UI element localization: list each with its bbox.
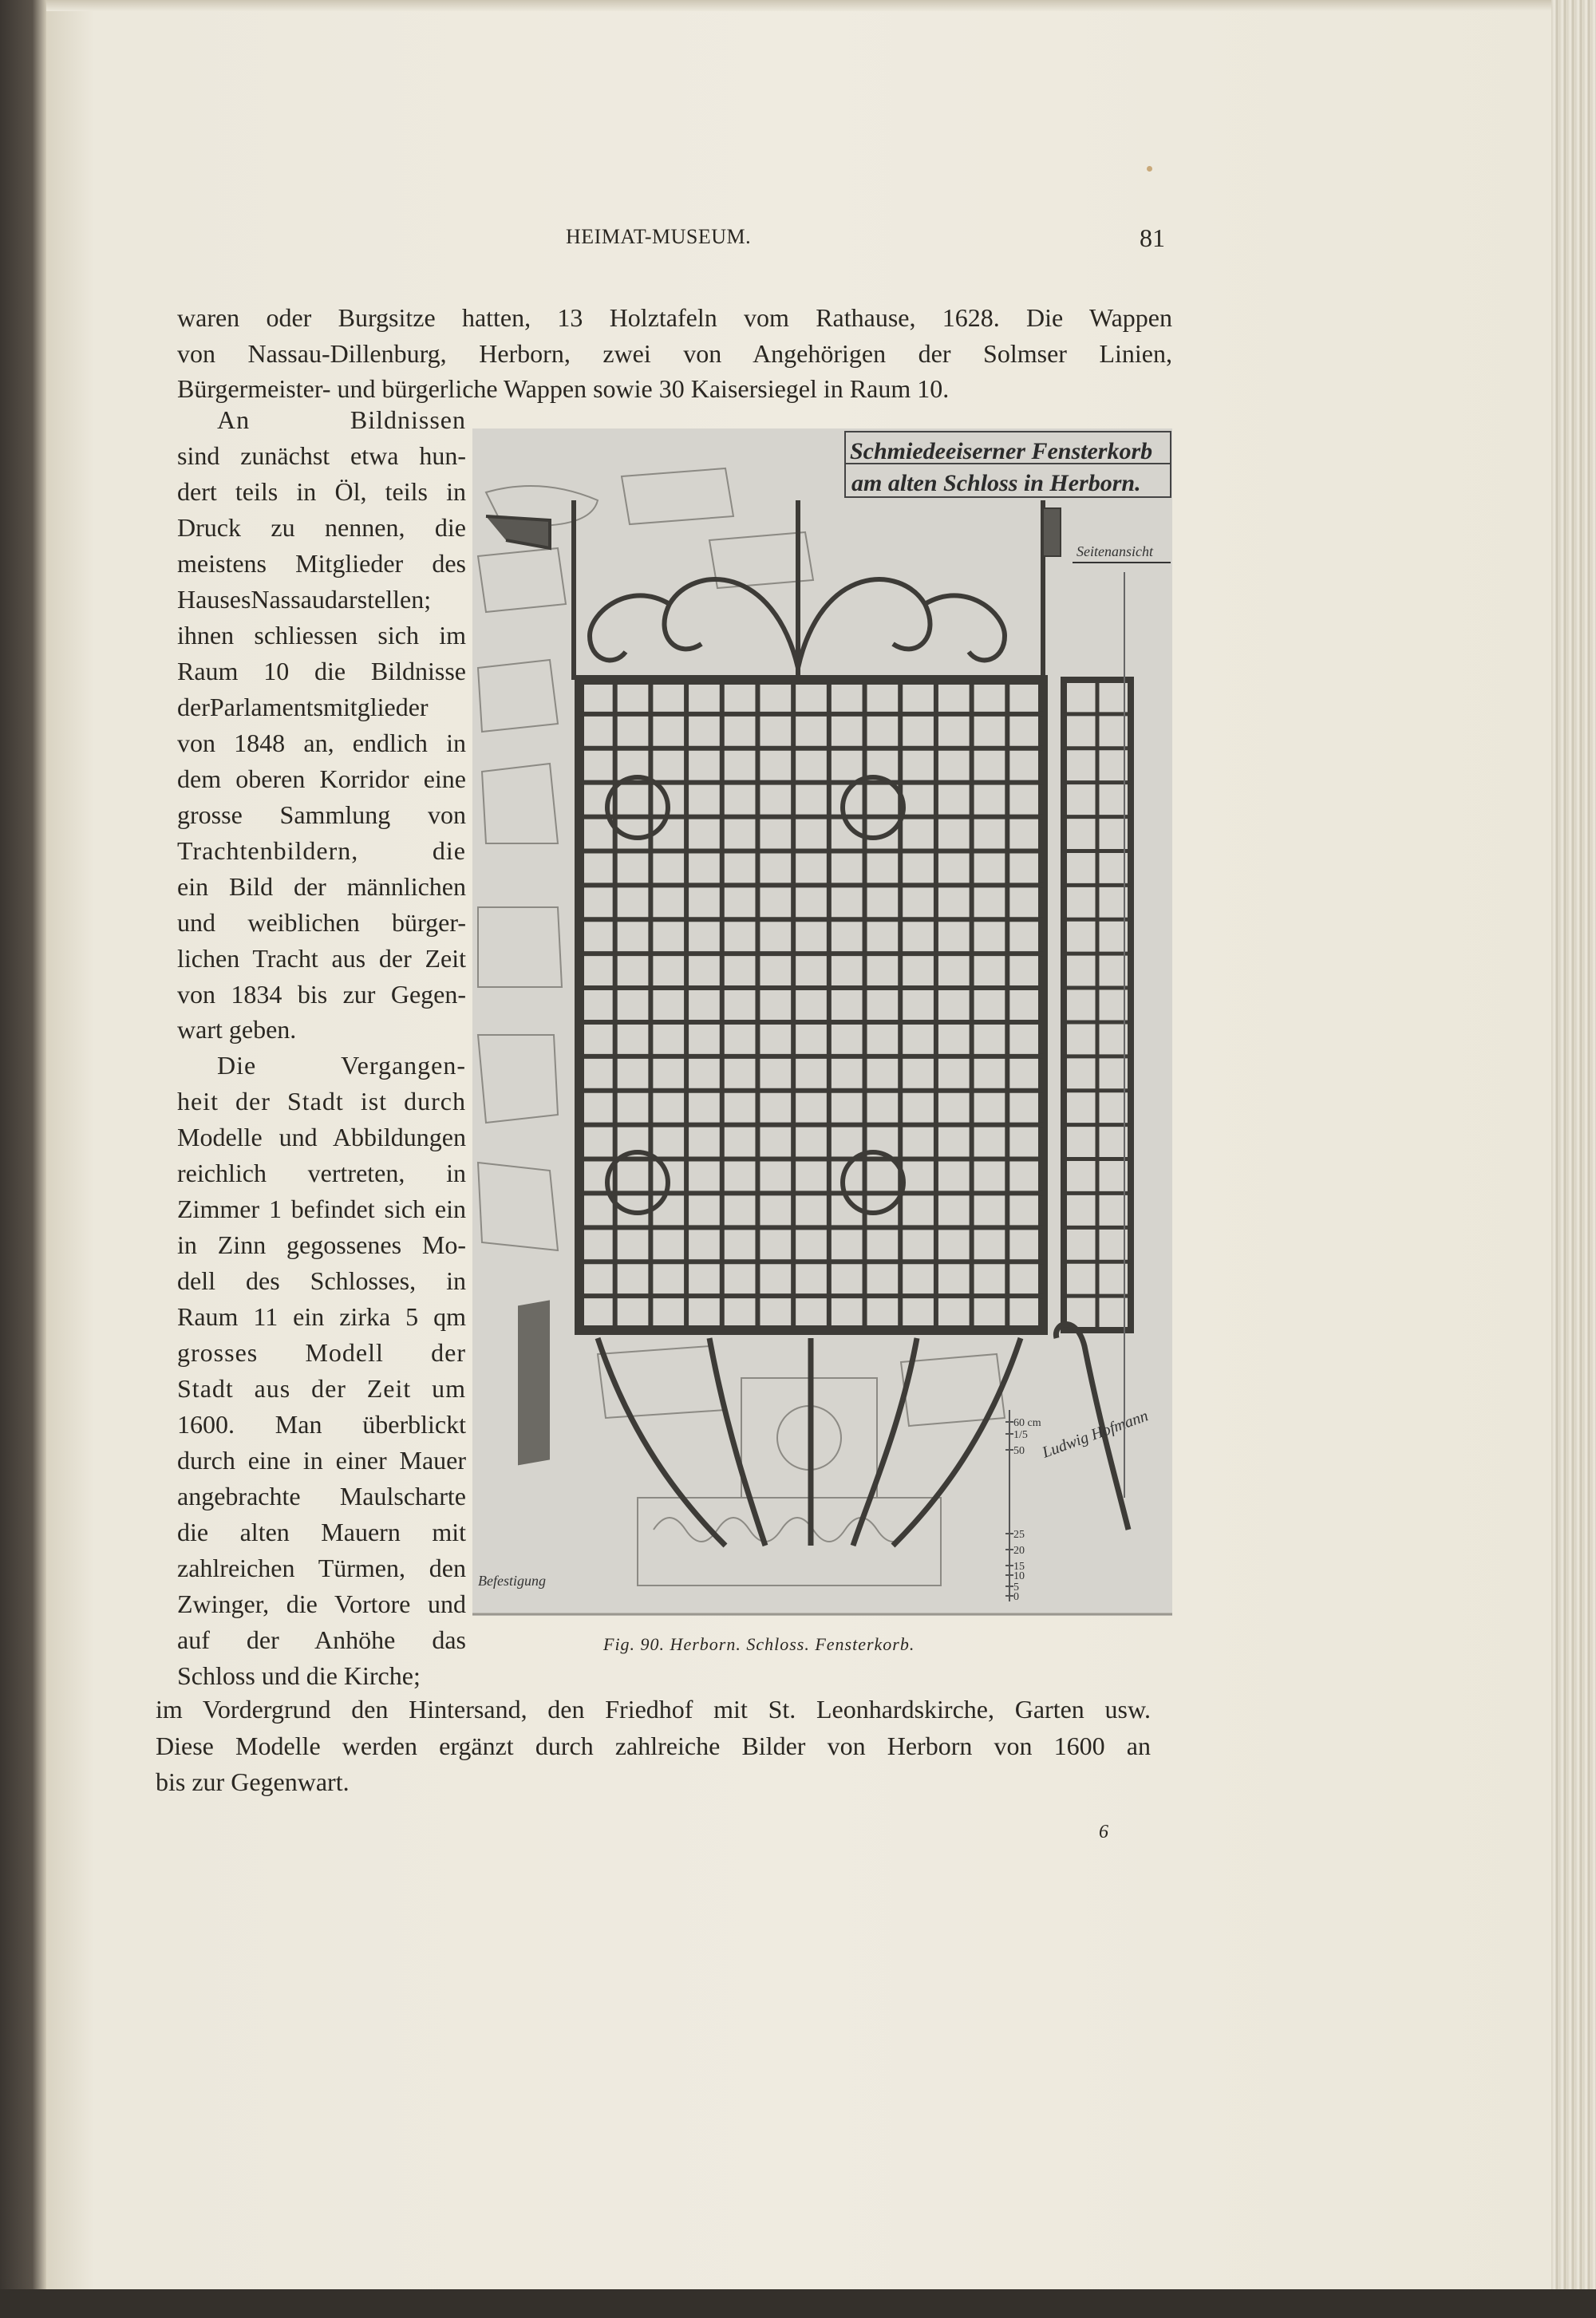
scale-label: 60 cm [1013,1417,1041,1429]
text-line: Stadt aus der Zeit um [177,1374,466,1404]
mount-detail [478,1300,550,1589]
text-line: von 1848 an, endlich in [177,728,466,757]
text-line: An Bildnissen [217,405,466,434]
drawing-stroke [486,516,550,548]
text-line: Zimmer 1 befindet sich ein [177,1195,466,1224]
text-line: bis zur Gegenwart. [156,1767,350,1796]
text-line: und weiblichen bürger- [177,907,466,937]
text-line: auf der Anhöhe das [177,1625,466,1654]
text-line: von 1834 bis zur Gegen- [177,979,466,1009]
page-top-edge [46,0,1555,11]
drawing-stroke [798,579,930,668]
window-grille-drawing [472,428,1172,1616]
scale-label: 1/5 [1013,1429,1028,1441]
grille-rosette [843,777,903,838]
scale-label: 5 [1013,1582,1019,1593]
text-line: Raum 10 die Bildnisse [177,656,466,685]
text-line: ihnen schliessen sich im [177,620,466,650]
figure-caption: Fig. 90. Herborn. Schloss. Fensterkorb. [603,1634,915,1654]
scale-label: 10 [1013,1570,1025,1582]
text-line: sind zunächst etwa hun- [177,440,466,470]
scale-label: 15 [1013,1561,1025,1573]
page-number: 81 [1140,223,1165,252]
grille-bars [579,680,1131,1330]
drawing-stroke [1043,508,1061,556]
drawing-stroke [925,595,1005,660]
text-line: dert teils in Öl, teils in [177,476,466,506]
drawing-stroke [478,660,558,732]
text-line: Druck zu nennen, die [177,512,466,542]
drawing-title-line1: Schmiedeeiserner Fensterkorb [850,438,1153,464]
text-line: dem oberen Korridor eine [177,764,466,793]
ornament-crest [486,500,1061,680]
figure-window-grille [472,428,1172,1616]
drawing-stroke [478,907,562,987]
text-line: reichlich vertreten, in [177,1159,466,1188]
artist-signature: Ludwig Hofmann [1040,1407,1151,1462]
text-line: angebrachte Maulscharte [177,1482,466,1511]
scale-label: 20 [1013,1545,1025,1557]
text-line: Bürgermeister- und bürgerliche Wappen sowie 30 Kaisersiegel in Raum 10. [177,374,950,403]
drawing-stroke [622,468,733,524]
drawing-title-line2: am alten Schloss in Herborn. [851,470,1141,496]
signature-mark: 6 [1099,1822,1108,1842]
text-line: waren oder Burgsitze hatten, 13 Holztafeln vom Rathause, 1628. Die Wappen [177,303,1172,332]
text-line: durch eine in einer Mauer [177,1446,466,1475]
scale-label: 50 [1013,1445,1025,1457]
drawing-stroke [665,579,798,668]
drawing-stroke [853,1338,917,1546]
text-line: Die Vergangen- [217,1051,466,1080]
text-line: Diese Modelle werden ergänzt durch zahlreiche Bilder von Herborn von 1600 an [156,1731,1151,1760]
text-line: Zwinger, die Vortore und [177,1589,466,1618]
drawing-stroke [518,1300,550,1465]
basket-bows [598,1325,1128,1546]
side-view-label: Seitenansicht [1077,543,1153,559]
text-line: von Nassau-Dillenburg, Herborn, zwei von Angehörigen der Solmser Linien, [177,338,1172,368]
text-line: ein Bild der männlichen [177,871,466,901]
text-line: meistens Mitglieder des [177,548,466,578]
scale-label: 0 [1013,1591,1019,1603]
text-line: grosse Sammlung von [177,800,466,829]
paper-spot [1147,166,1152,172]
text-line: Trachtenbildern, die [177,835,466,865]
title-cartouche [845,432,1171,563]
text-line: wart geben. [177,1015,297,1044]
drawing-stroke [598,1338,725,1546]
text-line: grosses Modell der [177,1338,466,1368]
text-line: Modelle und Abbildungen [177,1123,466,1152]
scan-bottom-border [0,2289,1596,2318]
book-spine-shadow [0,0,46,2318]
text-line: lichen Tracht aus der Zeit [177,943,466,973]
mount-label: Befestigung [478,1573,546,1589]
text-line: HausesNassaudarstellen; [177,584,432,614]
text-line: im Vordergrund den Hintersand, den Friedhof mit St. Leonhardskirche, Garten usw. [156,1695,1151,1724]
scale-ruler [1005,1410,1041,1603]
text-line: Schloss und die Kirche; [177,1661,421,1690]
drawing-stroke [482,764,558,843]
text-line: die alten Mauern mit [177,1518,466,1547]
running-title: HEIMAT-MUSEUM. [566,225,752,248]
text-line: zahlreichen Türmen, den [177,1554,466,1583]
text-line: in Zinn gegossenes Mo- [177,1230,466,1260]
text-line: heit der Stadt ist durch [177,1087,466,1116]
drawing-stroke [590,595,670,660]
scale-label: 25 [1013,1529,1025,1541]
text-line: derParlamentsmitglieder [177,692,429,721]
drawing-stroke [478,1035,558,1123]
text-line: Raum 11 ein zirka 5 qm [177,1302,466,1332]
drawing-stroke [709,1338,765,1546]
page-edges [1551,0,1596,2290]
drawing-stroke [478,1163,558,1250]
text-line: 1600. Man überblickt [177,1410,466,1439]
drawing-stroke [654,1518,909,1542]
drawing-stroke [478,548,566,612]
text-line: dell des Schlosses, in [177,1266,466,1296]
